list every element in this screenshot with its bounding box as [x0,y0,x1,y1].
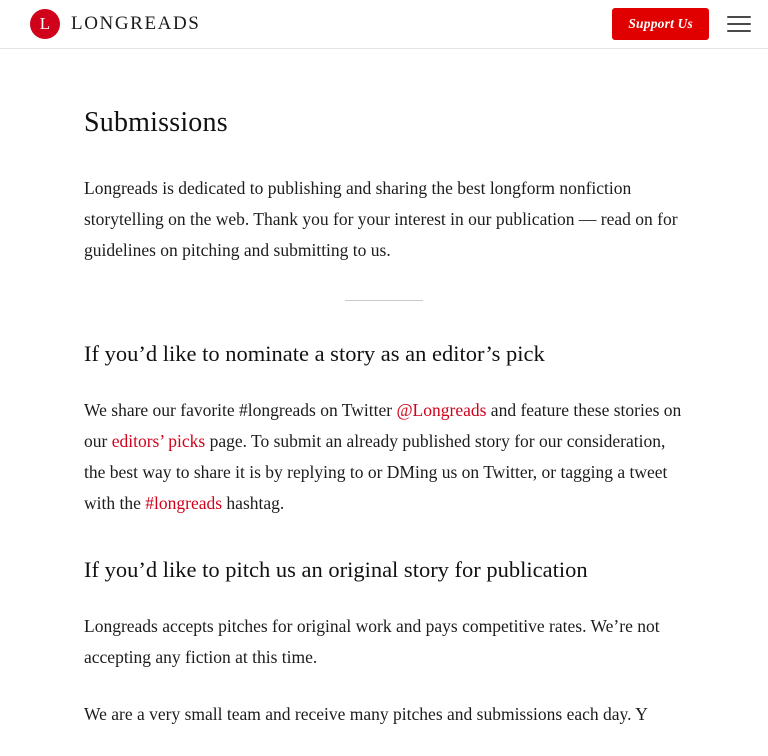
brand-name: LONGREADS [71,13,201,34]
pitch-paragraph: Longreads accepts pitches for original work and pays competitive rates. We’re not accepting any fiction at this time. [84,616,660,667]
twitter-handle-link[interactable]: @Longreads [396,400,487,420]
site-header [0,0,768,49]
article [84,49,684,730]
text-fragment: We share our favorite #longreads on Twitter [84,400,397,420]
section-heading-pitch: If you’d like to pitch us an original story for publication [84,557,588,582]
menu-bar-2 [727,23,751,25]
text-fragment: and feature these stories on our [84,400,682,451]
menu-bar-1 [727,16,751,18]
longreads-logo-icon [30,9,60,39]
hamburger-menu-icon[interactable] [727,13,751,35]
header-actions [612,8,751,40]
page-content [0,49,768,756]
section-heading-nominate: If you’d like to nominate a story as an editor’s pick [84,341,545,366]
logo-letter: L [39,13,51,33]
editors-picks-link[interactable]: editors’ picks [111,431,206,451]
pitch-paragraph-continued: We are a very small team and receive many pitches and submissions each day. Y [84,704,648,724]
site-logo-link[interactable] [30,9,200,39]
longreads-hashtag-link[interactable]: #longreads [145,493,223,513]
text-fragment: hashtag. [222,493,285,513]
intro-paragraph: Longreads is dedicated to publishing and sharing the best longform nonfiction storytelling on the web. Thank you for your interest in our publication — read on for guidelines on pitching and submitting to us. [84,178,678,260]
text-fragment: page. To submit an already published story for our consideration, the best way to share it is by replying to or DMing us on Twitter, or tagging a tweet with the [84,431,668,513]
section-divider [84,292,684,309]
divider-line [345,300,423,301]
page-title: Submissions [84,107,228,138]
nominate-paragraph [84,395,684,519]
support-us-button[interactable]: Support Us [612,8,709,40]
menu-bar-3 [727,30,751,32]
